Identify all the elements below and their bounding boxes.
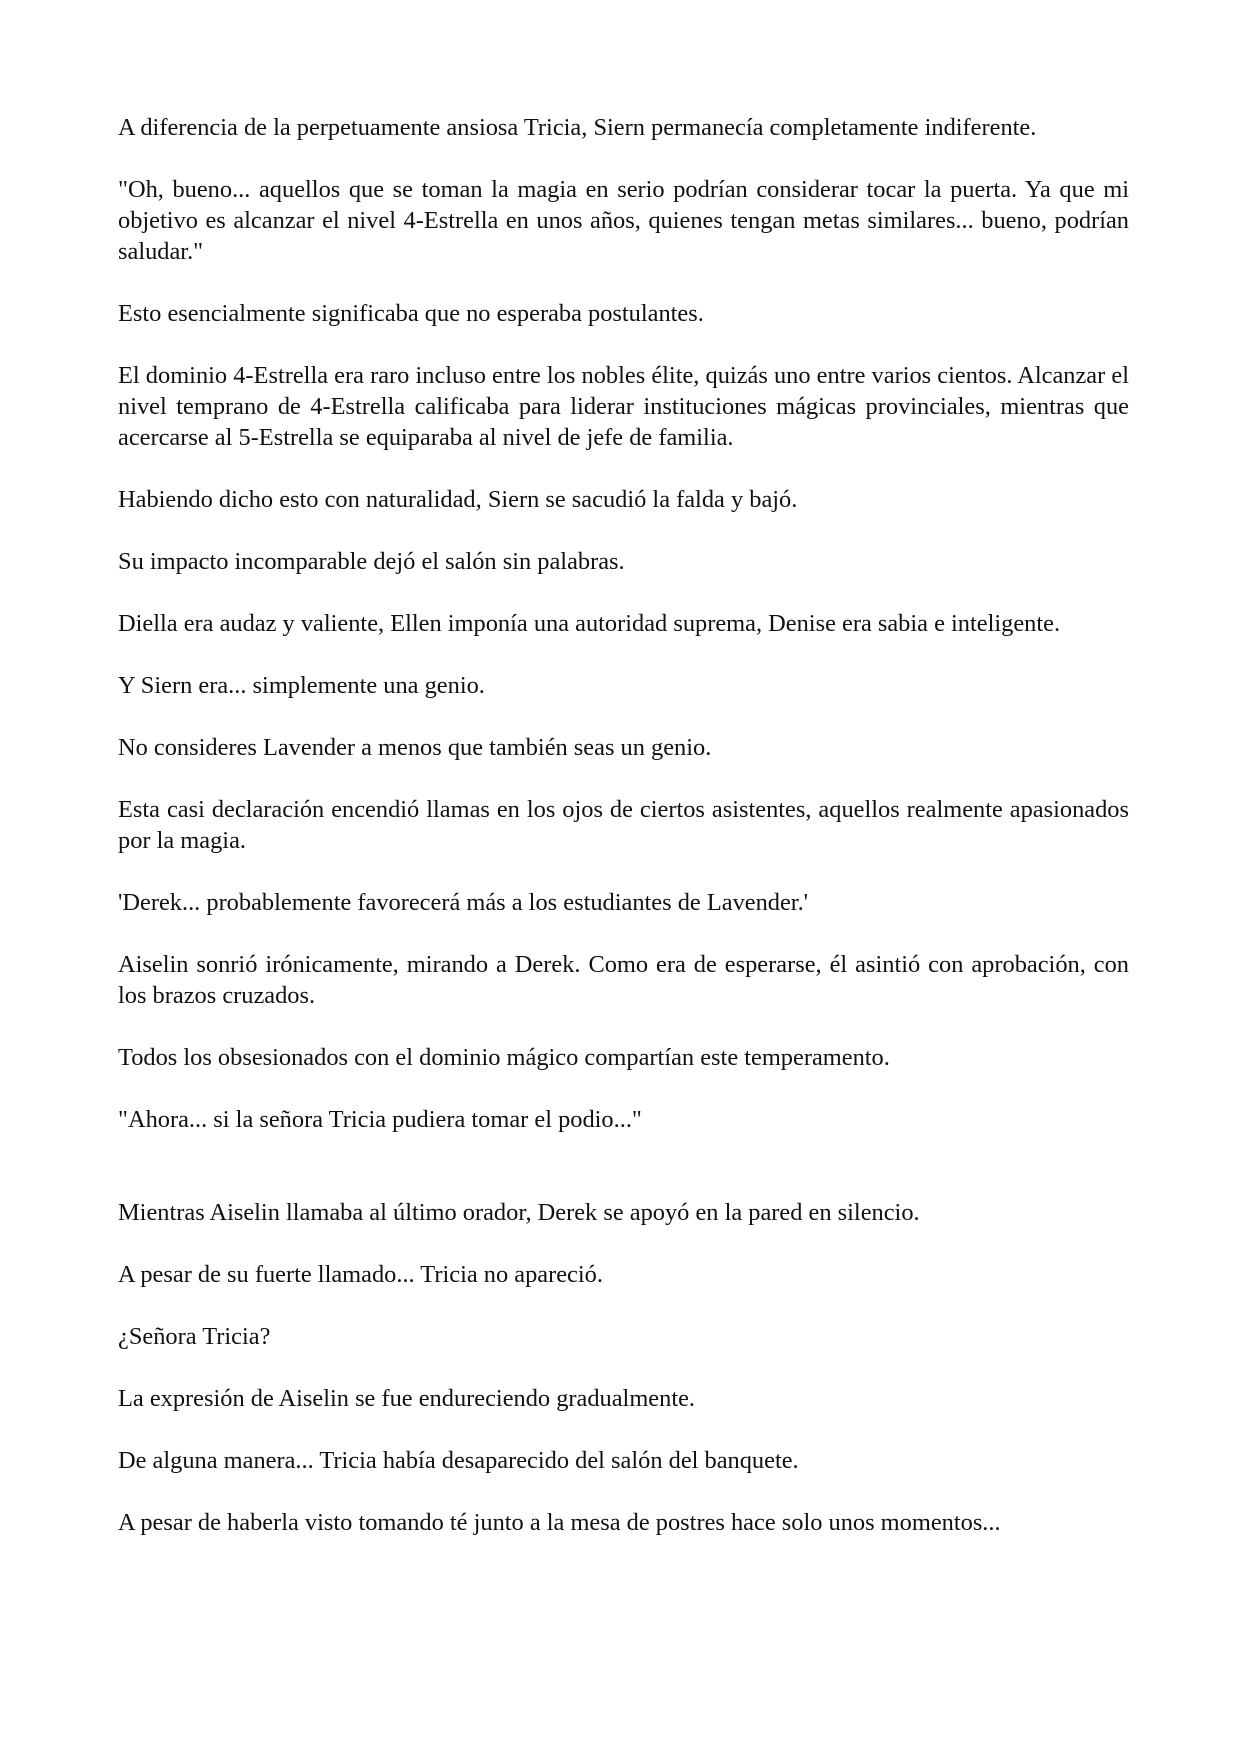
paragraph: "Ahora... si la señora Tricia pudiera tomar el podio..." bbox=[118, 1106, 642, 1133]
paragraph: Aiselin sonrió irónicamente, mirando a Derek. Como era de esperarse, él asintió con aprobación, con los brazos cruzados. bbox=[118, 951, 1129, 1009]
paragraph: Esta casi declaración encendió llamas en los ojos de ciertos asistentes, aquellos realmente apasionados por la magia. bbox=[118, 796, 1129, 854]
paragraph: "Oh, bueno... aquellos que se toman la magia en serio podrían considerar tocar la puerta. Ya que mi objetivo es alcanzar el nivel 4-Estrella en unos años, quienes tengan metas similares... bueno, podrían saludar." bbox=[118, 176, 1129, 265]
paragraph: Diella era audaz y valiente, Ellen imponía una autoridad suprema, Denise era sabia e inteligente. bbox=[118, 610, 1061, 637]
paragraph: ¿Señora Tricia? bbox=[118, 1323, 271, 1350]
paragraph: Mientras Aiselin llamaba al último orador, Derek se apoyó en la pared en silencio. bbox=[118, 1199, 920, 1226]
paragraph: A pesar de su fuerte llamado... Tricia no apareció. bbox=[118, 1261, 603, 1288]
paragraph: 'Derek... probablemente favorecerá más a los estudiantes de Lavender.' bbox=[118, 889, 809, 916]
document-page bbox=[118, 112, 1129, 1538]
paragraph: Esto esencialmente significaba que no esperaba postulantes. bbox=[118, 300, 704, 327]
paragraph: De alguna manera... Tricia había desaparecido del salón del banquete. bbox=[118, 1447, 799, 1474]
paragraph: A pesar de haberla visto tomando té junto a la mesa de postres hace solo unos momentos... bbox=[118, 1509, 1001, 1536]
paragraph: El dominio 4-Estrella era raro incluso entre los nobles élite, quizás uno entre varios cientos. Alcanzar el nivel temprano de 4-Estrella calificaba para liderar instituciones mágicas provinciales, mientras que acercarse al 5-Estrella se equiparaba al nivel de jefe de familia. bbox=[118, 362, 1129, 451]
paragraph: Habiendo dicho esto con naturalidad, Siern se sacudió la falda y bajó. bbox=[118, 486, 798, 513]
paragraph: La expresión de Aiselin se fue endureciendo gradualmente. bbox=[118, 1385, 696, 1412]
paragraph: A diferencia de la perpetuamente ansiosa Tricia, Siern permanecía completamente indiferente. bbox=[118, 114, 1037, 141]
paragraph: Su impacto incomparable dejó el salón sin palabras. bbox=[118, 548, 625, 575]
paragraph: Todos los obsesionados con el dominio mágico compartían este temperamento. bbox=[118, 1044, 890, 1071]
paragraph: No consideres Lavender a menos que también seas un genio. bbox=[118, 734, 712, 761]
paragraph: Y Siern era... simplemente una genio. bbox=[118, 672, 485, 699]
